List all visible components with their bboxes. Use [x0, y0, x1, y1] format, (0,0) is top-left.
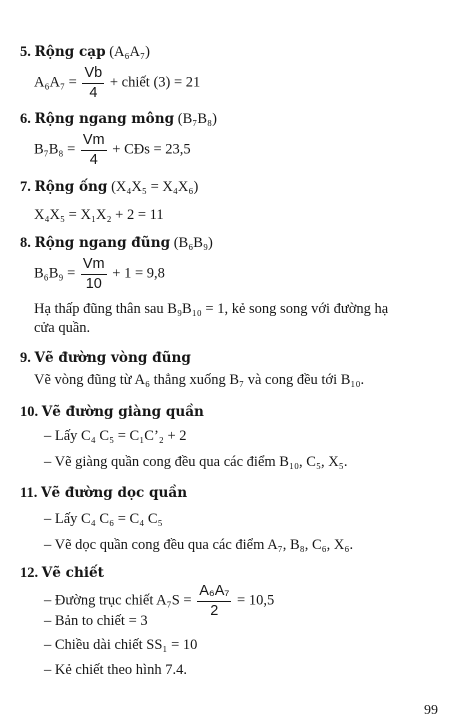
- formula-lhs: A₆A₇ =: [34, 74, 77, 91]
- fraction: [81, 257, 107, 291]
- section-number: 5.: [20, 44, 31, 60]
- list-item: – Kẻ chiết theo hình 7.4.: [44, 662, 187, 678]
- fraction-denominator: 10: [85, 275, 102, 292]
- formula-rhs: + chiết (3) = 21: [109, 74, 201, 91]
- fraction: [197, 584, 231, 618]
- formula-rhs: + CĐs = 23,5: [112, 141, 191, 158]
- section-number: 9.: [20, 350, 31, 366]
- formula-rong-ngang-mong: [34, 133, 191, 167]
- section-paren: (B₆B₉): [173, 235, 213, 251]
- fraction-numerator: Vm: [81, 257, 107, 275]
- fraction-denominator: 2: [210, 602, 219, 619]
- section-paren: (B₇B₈): [177, 111, 217, 127]
- formula-lhs: B₆B₉ =: [34, 265, 76, 282]
- section-9-heading: [20, 350, 191, 367]
- section-number: 6.: [20, 111, 31, 127]
- section-12-heading: [20, 565, 104, 582]
- section-title: Rộng ngang đũng: [34, 235, 171, 251]
- section-title: Rộng ống: [34, 179, 108, 195]
- formula-rong-ngang-dung: [34, 257, 165, 291]
- section-title: Vẽ đường giàng quần: [41, 404, 204, 420]
- paragraph-line: cửa quần.: [34, 320, 91, 336]
- section-paren: (X₄X₅ = X₄X₆): [111, 179, 199, 195]
- fraction-numerator: A₆A₇: [197, 584, 231, 602]
- fraction: [82, 66, 104, 100]
- section-title: Vẽ chiết: [41, 565, 104, 581]
- list-item: – Vẽ dọc quần cong đều qua các điểm A₇, B₈, C₆, X₆.: [44, 537, 354, 553]
- formula-rhs: + 1 = 9,8: [112, 265, 165, 282]
- section-number: 7.: [20, 179, 31, 195]
- section-number: 12.: [20, 565, 39, 581]
- list-item: – Chiều dài chiết SS₁ = 10: [44, 637, 198, 653]
- section-paren: (A₆A₇): [109, 44, 150, 60]
- fraction-numerator: Vb: [82, 66, 104, 84]
- section-number: 10.: [20, 404, 39, 420]
- list-item: – Vẽ giàng quần cong đều qua các điểm B₁₀, C₅, X₅.: [44, 454, 348, 470]
- fraction-denominator: 4: [89, 151, 98, 168]
- section-8-heading: [20, 235, 213, 252]
- section-5-heading: [20, 44, 150, 61]
- formula-rhs: = 10,5: [237, 592, 275, 609]
- list-item: – Bản to chiết = 3: [44, 613, 148, 629]
- fraction: [81, 133, 107, 167]
- section-6-heading: [20, 111, 217, 128]
- section-title: Vẽ đường dọc quần: [40, 485, 188, 501]
- section-number: 8.: [20, 235, 31, 251]
- formula-lhs: – Đường trục chiết A₇S =: [44, 592, 192, 609]
- section-title: Rộng ngang mông: [34, 111, 175, 127]
- formula-rong-cap: [34, 66, 200, 100]
- page-number: 99: [424, 703, 438, 718]
- section-10-heading: [20, 404, 204, 421]
- list-item: – Lấy C₄ C₅ = C₁C’₂ + 2: [44, 428, 187, 444]
- section-title: Rộng cạp: [34, 44, 106, 60]
- paragraph-line: Hạ thấp đũng thân sau B₉B₁₀ = 1, kẻ song song với đường hạ: [34, 301, 389, 317]
- list-item: – Lấy C₄ C₆ = C₄ C₅: [44, 511, 163, 527]
- formula-lhs: B₇B₈ =: [34, 141, 76, 158]
- paragraph-line: Vẽ vòng đũng từ A₆ thẳng xuống B₇ và cong đều tới B₁₀.: [34, 372, 365, 388]
- fraction-numerator: Vm: [81, 133, 107, 151]
- section-number: 11.: [20, 485, 38, 501]
- section-7-heading: [20, 179, 198, 196]
- formula-rong-ong: X₄X₅ = X₁X₂ + 2 = 11: [34, 207, 164, 223]
- fraction-denominator: 4: [89, 84, 98, 101]
- section-11-heading: [20, 485, 187, 502]
- section-title: Vẽ đường vòng đũng: [34, 350, 191, 366]
